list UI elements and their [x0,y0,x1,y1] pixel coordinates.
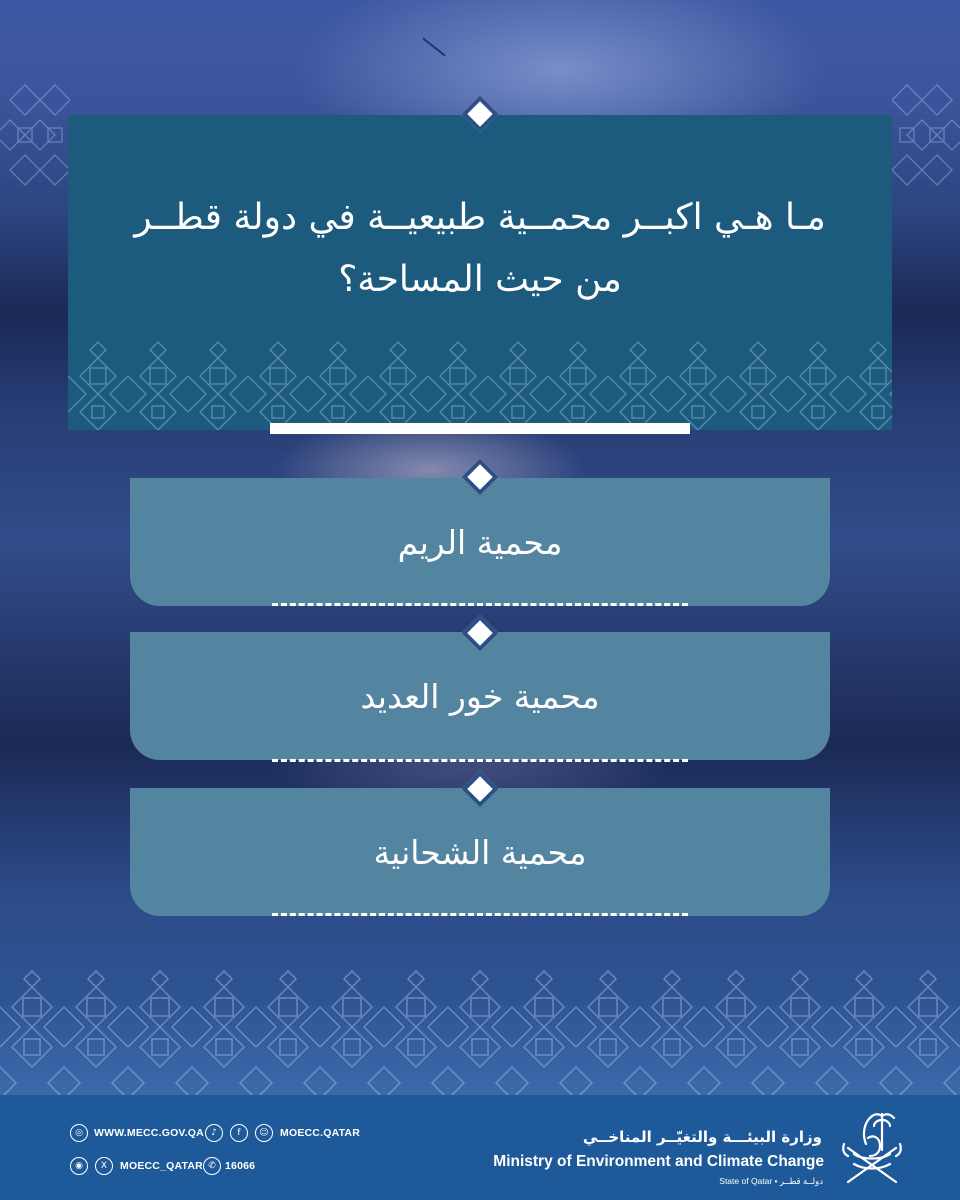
x-icon[interactable]: X [95,1157,113,1175]
question-underline [270,423,690,434]
phone-icon[interactable]: ✆ [203,1157,221,1175]
hotline-number[interactable]: 16066 [225,1160,256,1172]
answer-option-1[interactable] [130,478,830,606]
question-box [68,115,892,430]
geometric-pattern-bottom [0,965,960,1095]
geometric-pattern-question-box [68,340,892,430]
dashed-divider-3 [272,913,688,916]
ministry-name-english: Ministry of Environment and Climate Change [493,1153,824,1170]
globe-icon[interactable]: ◎ [70,1124,88,1142]
ministry-name-arabic: وزارة البيئـــة والتغيّــر المناخــي [582,1128,822,1146]
answer-option-3-label: محمية الشحانية [373,832,587,872]
answer-option-1-label: محمية الريم [397,522,563,562]
snapchat-icon[interactable]: ☺ [255,1124,273,1142]
decorative-slash [422,38,445,57]
dashed-divider-2 [272,759,688,762]
tiktok-icon[interactable]: ♪ [205,1124,223,1142]
geometric-pattern-top-left [0,80,70,210]
facebook-icon[interactable]: f [230,1124,248,1142]
question-text: مـا هـي اكبــر محمــية طبيعيــة في دولة قطــر من حيث المساحة؟ [134,197,826,300]
qatar-emblem [834,1108,910,1190]
instagram-icon[interactable]: ◉ [70,1157,88,1175]
geometric-pattern-top-right [892,80,960,210]
website-link[interactable]: WWW.MECC.GOV.QA [94,1127,204,1139]
dashed-divider-1 [272,603,688,606]
state-label: State of Qatar • دولــة قطــر [719,1176,823,1186]
social-handle-1[interactable]: MOECC.QATAR [280,1127,360,1139]
answer-option-2-label: محمية خور العديد [360,676,600,716]
social-handle-2[interactable]: MOECC_QATAR [120,1160,203,1172]
